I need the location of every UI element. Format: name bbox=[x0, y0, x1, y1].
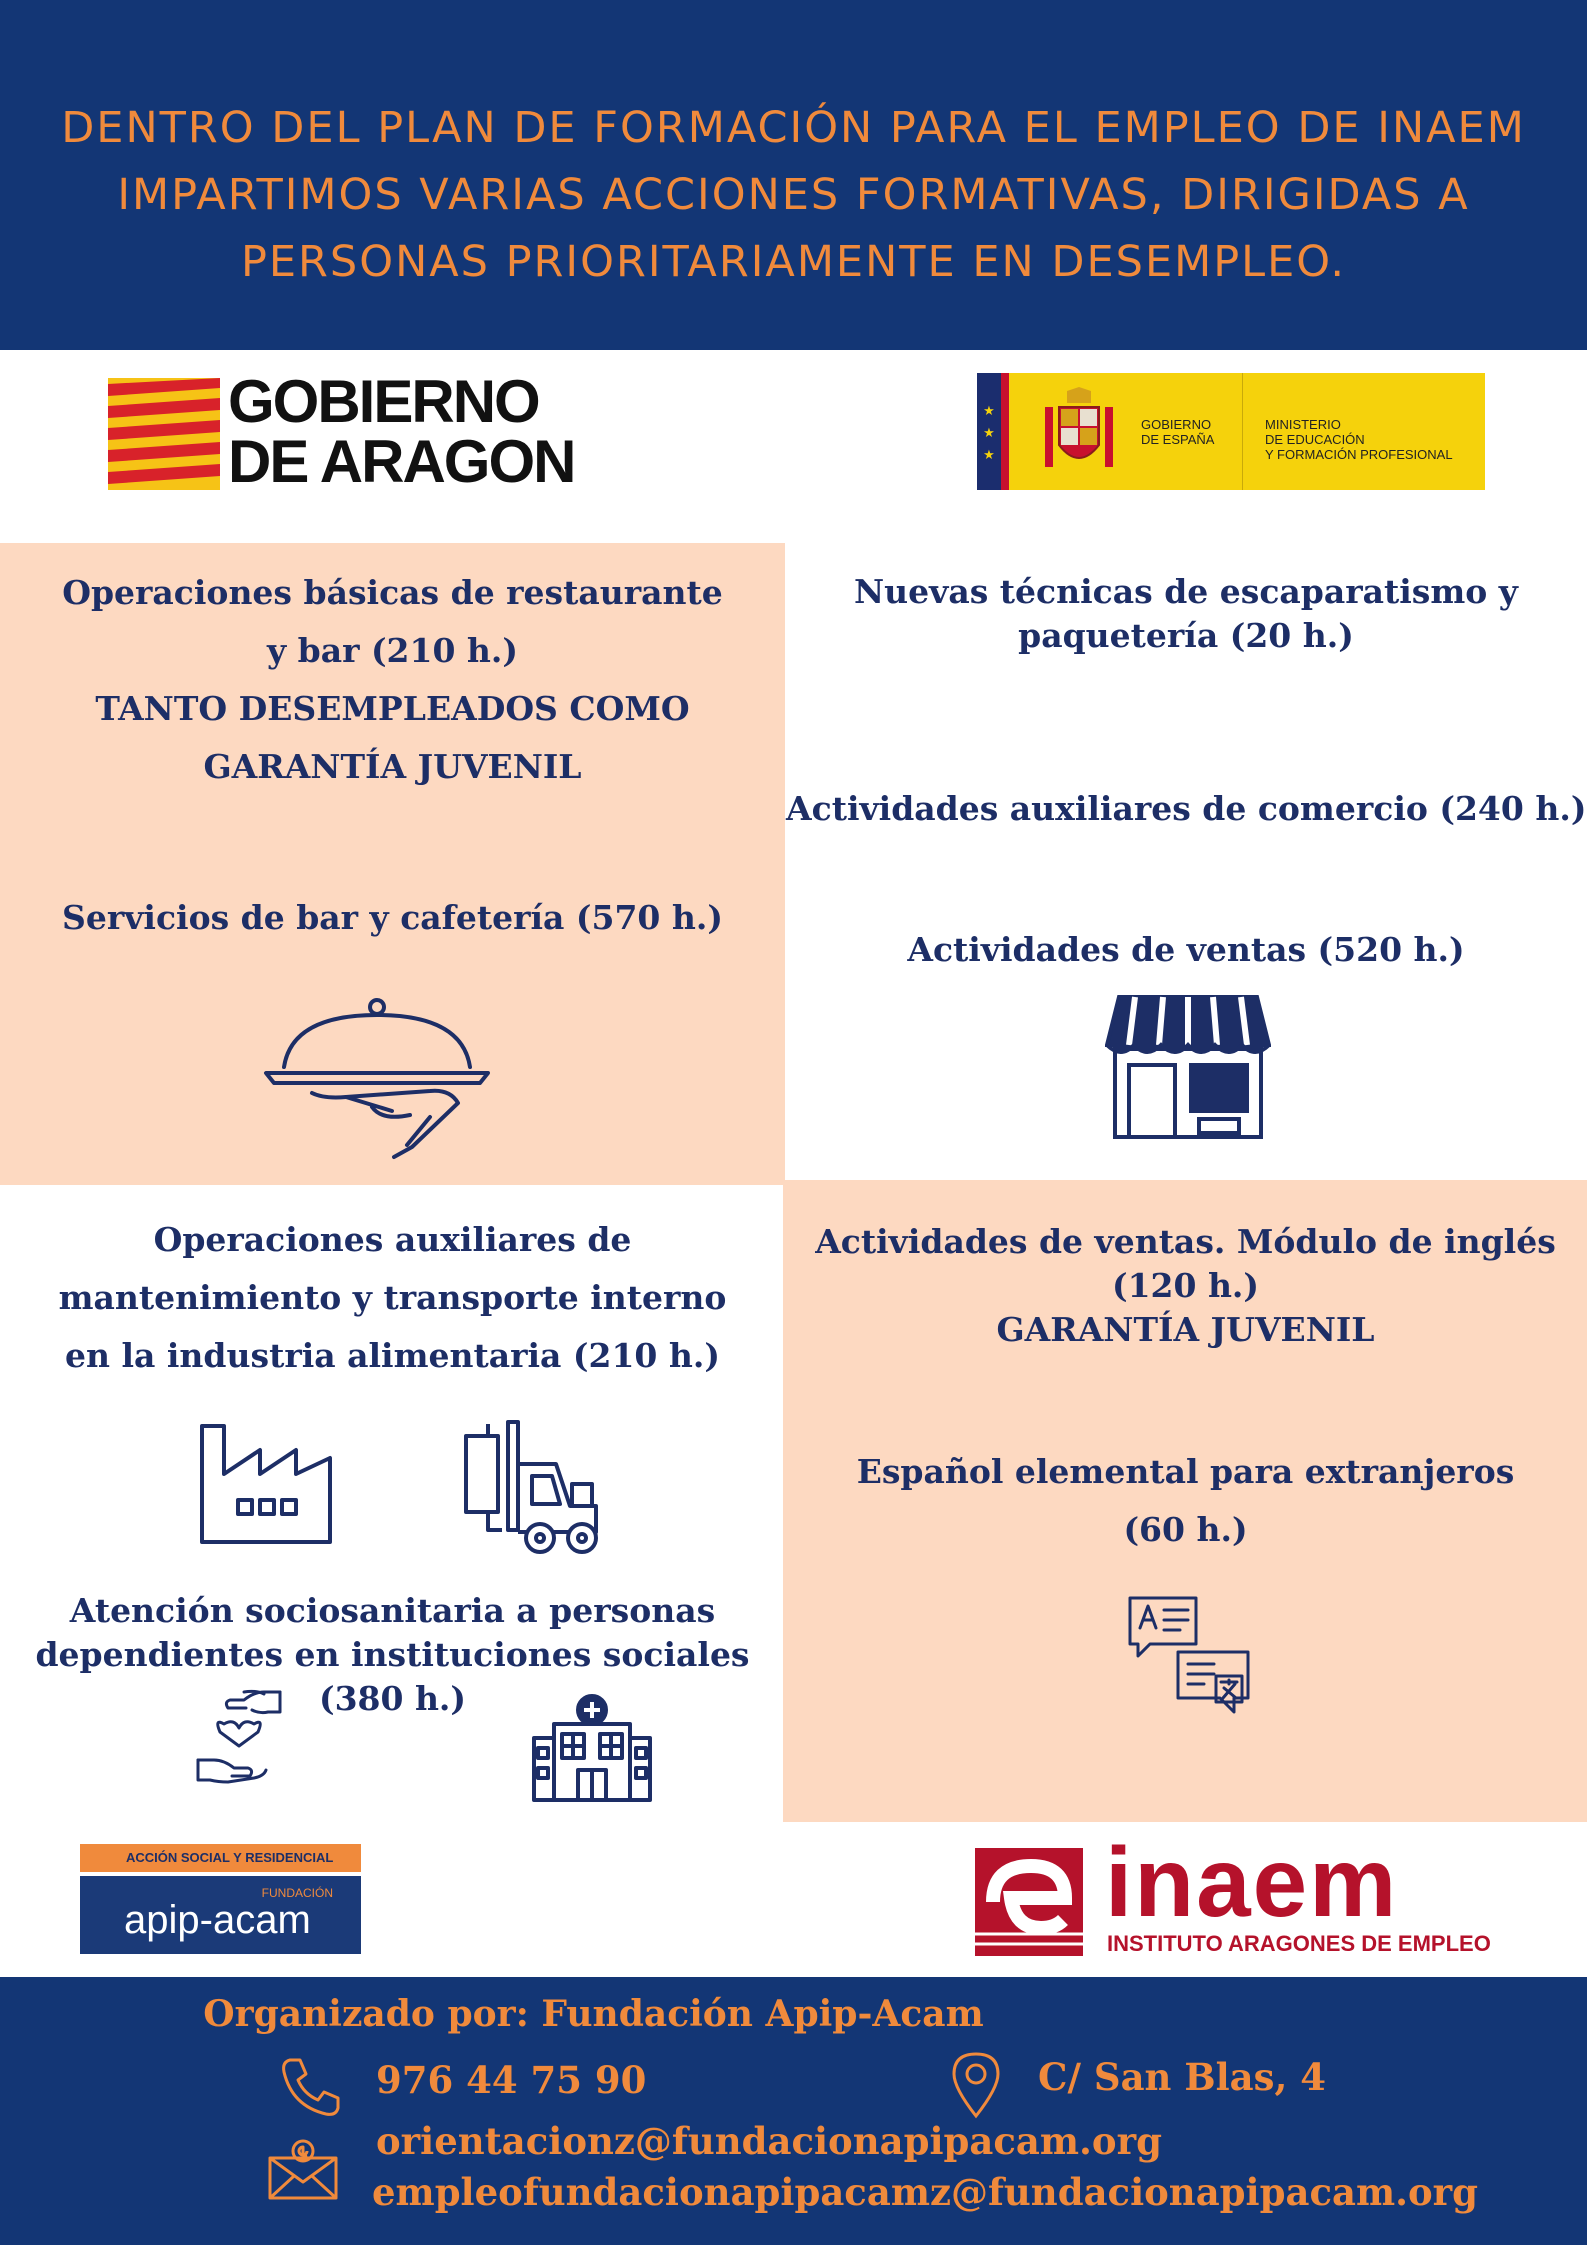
course-ventas: Actividades de ventas (520 h.) bbox=[907, 930, 1465, 969]
aragon-flag-icon bbox=[108, 378, 220, 490]
apip-name: apip-acam bbox=[124, 1898, 311, 1942]
serving-tray-icon bbox=[262, 995, 492, 1160]
course-restaurante-line-3: TANTO DESEMPLEADOS COMO bbox=[95, 689, 690, 728]
course-mantenimiento-line-2: mantenimiento y transporte interno bbox=[58, 1278, 727, 1317]
title-line-2: IMPARTIMOS VARIAS ACCIONES FORMATIVAS, DIRIGIDAS A bbox=[117, 170, 1470, 220]
course-espanol bbox=[784, 1443, 1587, 1559]
ministry-line-3: Y FORMACIÓN PROFESIONAL bbox=[1265, 447, 1453, 462]
factory-icon bbox=[198, 1422, 334, 1546]
location-pin-icon bbox=[950, 2050, 1002, 2120]
organized-by: Organizado por: Fundación Apip-Acam bbox=[203, 1993, 984, 2035]
title-line-3: PERSONAS PRIORITARIAMENTE EN DESEMPLEO. bbox=[240, 237, 1347, 287]
address: C/ San Blas, 4 bbox=[1038, 2055, 1326, 2099]
phone-icon bbox=[280, 2056, 342, 2118]
apip-small: FUNDACIÓN bbox=[261, 1886, 333, 1900]
inaem-logo bbox=[975, 1827, 1515, 1958]
store-icon bbox=[1105, 983, 1271, 1141]
translate-icon bbox=[1124, 1594, 1256, 1722]
page-title bbox=[40, 95, 1547, 296]
email-orientacion[interactable]: orientacionz@fundacionapipacam.org bbox=[376, 2119, 1162, 2163]
email-empleo[interactable]: empleofundacionapipacamz@fundacionapipacam.org bbox=[372, 2170, 1479, 2214]
course-escaparatismo-line-2: paquetería (20 h.) bbox=[1018, 616, 1354, 655]
course-mantenimiento bbox=[0, 1211, 785, 1385]
forklift-icon bbox=[462, 1420, 602, 1558]
spain-gov-line-1: GOBIERNO bbox=[1141, 417, 1212, 432]
ministry-line-2: DE EDUCACIÓN bbox=[1265, 432, 1365, 447]
inaem-name: inaem bbox=[1105, 1827, 1399, 1937]
course-comercio: Actividades auxiliares de comercio (240 h.) bbox=[786, 789, 1587, 828]
inaem-subtitle: INSTITUTO ARAGONES DE EMPLEO bbox=[1107, 1931, 1491, 1956]
course-ingles bbox=[784, 1220, 1587, 1352]
title-line-1: DENTRO DEL PLAN DE FORMACIÓN PARA EL EMPLEO DE INAEM bbox=[61, 103, 1526, 153]
caring-hands-icon bbox=[194, 1688, 284, 1784]
aragon-line-1: GOBIERNO bbox=[228, 368, 539, 435]
eu-stripe: ★ ★ ★ bbox=[977, 373, 1001, 490]
ministry-line-1: MINISTERIO bbox=[1265, 417, 1341, 432]
course-mantenimiento-line-1: Operaciones auxiliares de bbox=[153, 1220, 632, 1259]
course-espanol-line-1: Español elemental para extranjeros bbox=[856, 1452, 1515, 1491]
course-socio-line-3: (380 h.) bbox=[318, 1679, 467, 1718]
course-espanol-line-2: (60 h.) bbox=[1123, 1510, 1248, 1549]
course-escaparatismo-line-1: Nuevas técnicas de escaparatismo y bbox=[854, 572, 1518, 611]
course-socio-line-1: Atención sociosanitaria a personas bbox=[69, 1591, 716, 1630]
course-ingles-line-1: Actividades de ventas. Módulo de inglés bbox=[815, 1222, 1556, 1261]
apip-acam-logo bbox=[80, 1844, 361, 1954]
inaem-e-icon bbox=[975, 1848, 1083, 1956]
course-bar-cafeteria: Servicios de bar y cafetería (570 h.) bbox=[62, 898, 723, 937]
course-ingles-line-2: (120 h.) bbox=[1111, 1266, 1260, 1305]
coat-of-arms-icon bbox=[1039, 387, 1119, 477]
course-ingles-line-3: GARANTÍA JUVENIL bbox=[996, 1310, 1375, 1349]
spain-gov-line-2: DE ESPAÑA bbox=[1141, 432, 1215, 447]
course-sociosanitaria bbox=[0, 1589, 785, 1721]
phone-number[interactable]: 976 44 75 90 bbox=[376, 2058, 647, 2102]
aragon-line-2: DE ARAGON bbox=[228, 428, 575, 495]
course-escaparatismo bbox=[786, 570, 1586, 658]
email-icon bbox=[266, 2138, 340, 2202]
course-restaurante-line-2: y bar (210 h.) bbox=[266, 631, 519, 670]
course-mantenimiento-line-3: en la industria alimentaria (210 h.) bbox=[65, 1336, 720, 1375]
apip-tag: ACCIÓN SOCIAL Y RESIDENCIAL bbox=[80, 1844, 361, 1872]
course-restaurante-line-1: Operaciones básicas de restaurante bbox=[62, 573, 723, 612]
course-restaurante bbox=[0, 564, 785, 796]
gobierno-aragon-logo bbox=[108, 368, 575, 495]
ministerio-logo bbox=[977, 373, 1485, 490]
course-socio-line-2: dependientes en instituciones sociales bbox=[35, 1635, 750, 1674]
course-restaurante-line-4: GARANTÍA JUVENIL bbox=[203, 747, 582, 786]
hospital-icon bbox=[530, 1694, 654, 1804]
